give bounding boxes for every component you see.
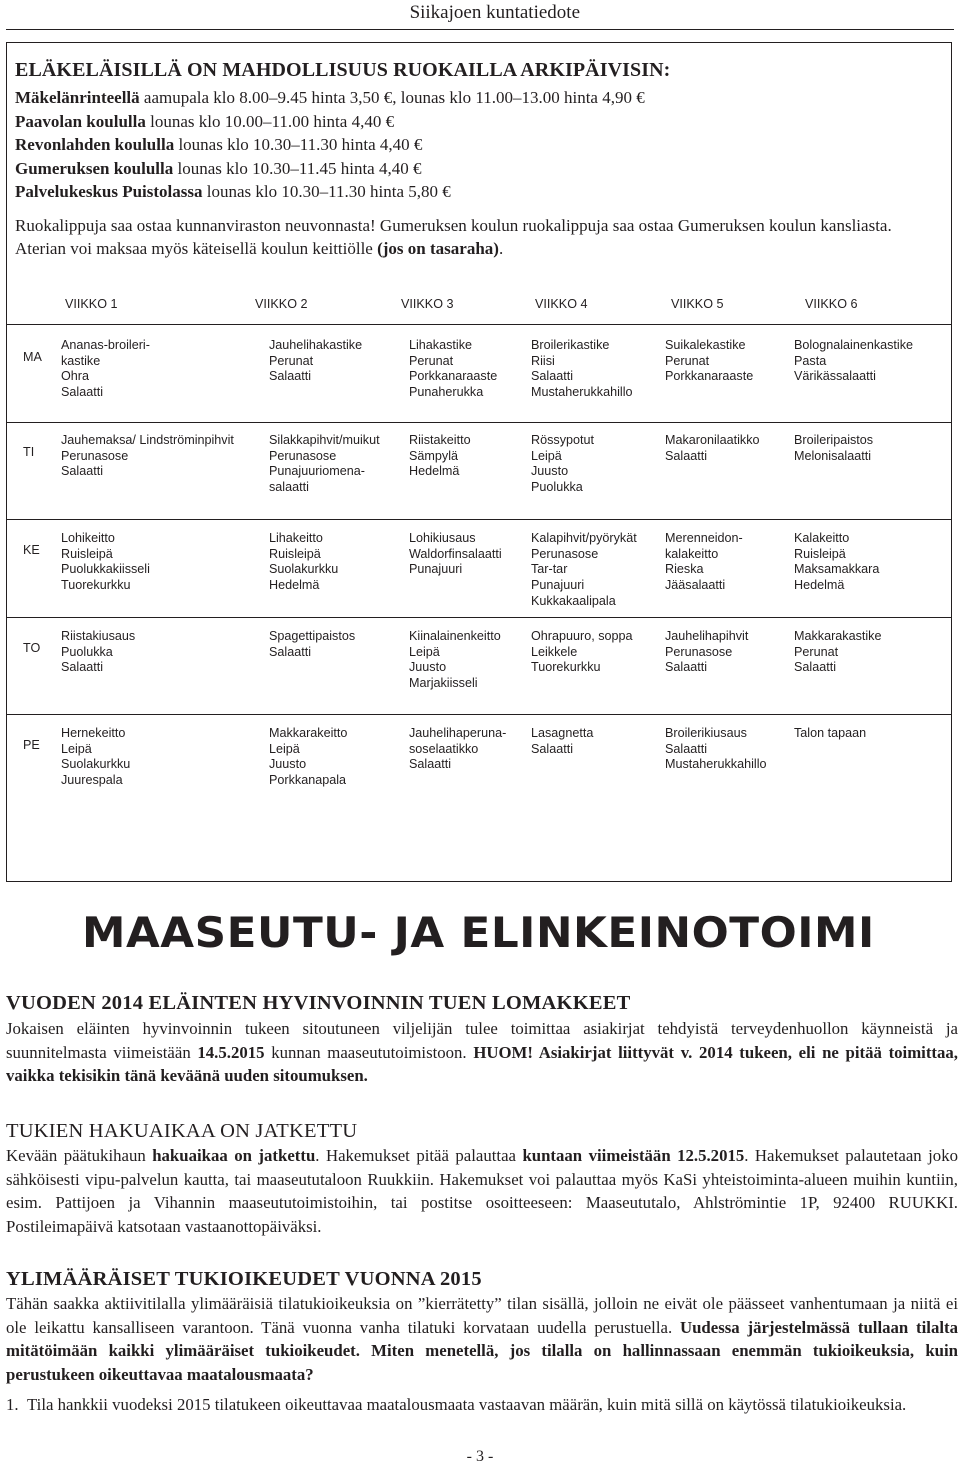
- menu-item: Ruisleipä: [794, 546, 846, 561]
- menu-item: Makkarakastike: [794, 629, 882, 643]
- menu-item: Salaatti: [61, 385, 104, 400]
- menu-item: Salaatti: [531, 369, 574, 384]
- menu-item: Puolukka: [61, 644, 113, 659]
- menu-item: Salaatti: [269, 644, 312, 659]
- menu-item: Salaatti: [61, 660, 104, 675]
- menu-item: Lihakeitto: [269, 531, 323, 545]
- menu-item: Makaronilaatikko: [665, 433, 760, 447]
- menu-item: Hedelmä: [409, 464, 460, 479]
- weekday-label: TI: [23, 445, 35, 459]
- menu-item: Mustaherukkahillo: [665, 757, 767, 772]
- menu-item: Suolakurkku: [61, 757, 131, 772]
- week-header: VIIKKO 6: [805, 297, 858, 311]
- menu-item: kalakeitto: [665, 546, 719, 561]
- weekday-label: KE: [23, 543, 40, 557]
- box-title: ELÄKELÄISILLÄ ON MAHDOLLISUUS RUOKAILLA ARKIPÄIVISIN:: [15, 59, 671, 81]
- menu-cell: [269, 629, 355, 660]
- menu-item: Makkarakeitto: [269, 726, 348, 740]
- menu-item: Porkkanaraaste: [409, 369, 498, 384]
- menu-item: Rieska: [665, 562, 704, 577]
- menu-item: Kiinalainenkeitto: [409, 629, 501, 643]
- menu-item: Ruisleipä: [269, 546, 321, 561]
- menu-item: soselaatikko: [409, 741, 479, 756]
- meal-place: Gumeruksen koululla lounas klo 10.30–11.45 hinta 4,40 €: [15, 158, 422, 178]
- menu-item: Mustaherukkahillo: [531, 385, 633, 400]
- section-heading: TUKIEN HAKUAIKAA ON JATKETTU: [6, 1120, 358, 1142]
- menu-item: Maksamakkara: [794, 562, 880, 577]
- section-paragraph: Tähän saakka aktiivitilalla ylimääräisiä tilatukioikeuksia on ”kierrätetty” tilan sisällä, jolloin ne eivät ole päässeet vanhentumaan ja niitä ei ole leikattu kansalliseen varantoon. Tänä vuonna vanha tilatuki korvataan uudella perustuella. Uudessa järjestelmässä tullaan tilalta mitätöimään kaikki ylimääräiset tukioikeudet. Miten menetellä, jos tilalla on hallinnassaan enemmän tukioikeuksia, kuin perustukeen oikeuttavaa maatalousmaata?: [6, 1294, 959, 1384]
- menu-item: Salaatti: [269, 369, 312, 384]
- running-header: Siikajoen kuntatiedote: [409, 2, 580, 23]
- menu-cell: [531, 433, 594, 496]
- page-number: - 3 -: [466, 1448, 494, 1465]
- menu-item: Talon tapaan: [794, 726, 867, 740]
- week-header: VIIKKO 2: [255, 297, 308, 311]
- menu-cell: [269, 338, 362, 385]
- menu-item: Perunat: [665, 353, 710, 368]
- menu-item: Silakkapihvit/muikut: [269, 433, 380, 447]
- menu-item: Ananas-broileri-: [61, 338, 150, 352]
- menu-divider: [7, 714, 951, 715]
- menu-item: Salaatti: [61, 464, 104, 479]
- menu-item: Juusto: [409, 660, 447, 675]
- menu-item: salaatti: [269, 480, 309, 495]
- menu-item: Lasagnetta: [531, 726, 594, 740]
- menu-item: Marjakiisseli: [409, 676, 478, 691]
- menu-item: Broilerikiusaus: [665, 726, 747, 740]
- menu-item: Perunat: [409, 353, 454, 368]
- menu-cell: [409, 726, 506, 773]
- section-paragraph: Jokaisen eläinten hyvinvoinnin tukeen sitoutuneen viljelijän tulee toimittaa asiakirjat tehdyistä terveydenhuollon käynneistä ja suunnitelmasta viimeistään 14.5.2015 kunnan maaseututoimistoon. HUOM! Asiakirjat liittyvät v. 2014 tukeen, eli ne pitää toimittaa, vaikka tekisikin tänä keväänä uuden sitoumuksen.: [6, 1019, 958, 1086]
- menu-cell: [794, 726, 866, 742]
- menu-cell: [794, 338, 913, 385]
- menu-item: Leikkele: [531, 644, 578, 659]
- menu-cell: [409, 629, 501, 692]
- section-heading: VUODEN 2014 ELÄINTEN HYVINVOINNIN TUEN LOMAKKEET: [6, 992, 631, 1014]
- menu-item: Värikässalaatti: [794, 369, 876, 384]
- menu-item: Perunasose: [531, 546, 599, 561]
- menu-cell: [61, 726, 130, 789]
- menu-item: Perunat: [794, 644, 839, 659]
- week-header: VIIKKO 3: [401, 297, 454, 311]
- menu-item: Jääsalaatti: [665, 578, 726, 593]
- menu-cell: [409, 338, 497, 401]
- menu-item: Leipä: [269, 741, 300, 756]
- menu-divider: [7, 324, 951, 325]
- numbered-list-item: 1. Tila hankkii vuodeksi 2015 tilatukeen oikeuttavaa maatalousmaata vastaavan määrän, kuin mitä sillä on käytössä tilatukioikeuksia.: [6, 1395, 907, 1414]
- menu-cell: [61, 338, 150, 401]
- menu-item: Riistakeitto: [409, 433, 471, 447]
- menu-cell: [665, 338, 753, 385]
- menu-item: Tar-tar: [531, 562, 568, 577]
- menu-item: Ruisleipä: [61, 546, 113, 561]
- meal-place: Mäkelänrinteellä aamupala klo 8.00–9.45 hinta 3,50 €, lounas klo 11.00–13.00 hinta 4,90 €: [15, 88, 645, 107]
- menu-item: Salaatti: [531, 741, 574, 756]
- menu-item: Perunasose: [61, 448, 129, 463]
- menu-item: Bolognalainenkastike: [794, 338, 914, 352]
- menu-cell: [269, 726, 347, 789]
- menu-item: Jauhelihaperuna-: [409, 726, 507, 740]
- menu-divider: [7, 519, 951, 520]
- menu-item: Riisi: [531, 353, 555, 368]
- weekday-label: MA: [23, 350, 42, 364]
- menu-item: Punaherukka: [409, 385, 484, 400]
- menu-item: Hedelmä: [269, 578, 320, 593]
- meal-info-box: [6, 42, 952, 882]
- menu-item: Juusto: [269, 757, 307, 772]
- menu-item: kastike: [61, 353, 101, 368]
- menu-cell: [61, 629, 135, 676]
- menu-item: Leipä: [531, 448, 562, 463]
- menu-item: Leipä: [61, 741, 92, 756]
- menu-item: Salaatti: [409, 757, 452, 772]
- week-header: VIIKKO 1: [65, 297, 118, 311]
- menu-item: Jauhelihakastike: [269, 338, 363, 352]
- menu-item: Salaatti: [665, 741, 708, 756]
- menu-item: Riistakiusaus: [61, 629, 136, 643]
- menu-item: Lohikeitto: [61, 531, 115, 545]
- menu-item: Suikalekastike: [665, 338, 746, 352]
- menu-item: Jauhemaksa/ Lindströminpihvit: [61, 433, 234, 447]
- menu-item: Rössypotut: [531, 433, 594, 447]
- menu-item: Hedelmä: [794, 578, 845, 593]
- menu-item: Punajuuri: [531, 578, 585, 593]
- week-header: VIIKKO 5: [671, 297, 724, 311]
- menu-item: Porkkanapala: [269, 773, 347, 788]
- menu-item: Leipä: [409, 644, 440, 659]
- menu-item: Juurespala: [61, 773, 123, 788]
- menu-cell: [61, 433, 234, 480]
- menu-cell: [269, 433, 380, 496]
- menu-item: Kalapihvit/pyörykät: [531, 531, 637, 545]
- menu-item: Salaatti: [665, 448, 708, 463]
- menu-cell: [531, 531, 637, 610]
- menu-item: Sämpylä: [409, 448, 458, 463]
- meal-ticket-note: Ruokalippuja saa ostaa kunnanviraston neuvonnasta! Gumeruksen koulun ruokalippuja saa ostaa Gumeruksen koulun kansliasta. Aterian voi maksaa myös käteisellä koulun keittiölle (jos on tasaraha).: [15, 216, 892, 258]
- menu-item: Jauhelihapihvit: [665, 629, 749, 643]
- menu-cell: [269, 531, 338, 594]
- menu-cell: [409, 531, 502, 578]
- menu-cell: [61, 531, 150, 594]
- menu-item: Perunasose: [269, 448, 337, 463]
- menu-item: Broilerikastike: [531, 338, 610, 352]
- section-heading: YLIMÄÄRÄISET TUKIOIKEUDET VUONNA 2015: [6, 1268, 482, 1290]
- header-rule: [6, 29, 954, 30]
- menu-item: Puolukka: [531, 480, 583, 495]
- animal-welfare-section: [6, 992, 958, 1088]
- menu-cell: [794, 433, 873, 464]
- extra-entitlements-section: [6, 1268, 958, 1386]
- menu-item: Suolakurkku: [269, 562, 339, 577]
- menu-item: Puolukkakiisseli: [61, 562, 150, 577]
- weekday-label: PE: [23, 738, 40, 752]
- menu-item: Perunat: [269, 353, 314, 368]
- meal-place: Palvelukeskus Puistolassa lounas klo 10.30–11.30 hinta 5,80 €: [15, 182, 451, 202]
- menu-item: Salaatti: [665, 660, 708, 675]
- menu-divider: [7, 617, 951, 618]
- application-period-section: [6, 1120, 958, 1238]
- menu-item: Juusto: [531, 464, 569, 479]
- menu-item: Spagettipaistos: [269, 629, 356, 643]
- meal-place: Paavolan koululla lounas klo 10.00–11.00 hinta 4,40 €: [15, 111, 395, 131]
- menu-item: Merenneidon-: [665, 531, 743, 545]
- weekday-label: TO: [23, 641, 41, 655]
- menu-item: Waldorfinsalaatti: [409, 546, 502, 561]
- menu-item: Punajuuriomena-: [269, 464, 365, 479]
- menu-item: Punajuuri: [409, 562, 463, 577]
- week-header: VIIKKO 4: [535, 297, 588, 311]
- menu-cell: [794, 629, 882, 676]
- menu-cell: [531, 726, 593, 757]
- menu-cell: [665, 726, 767, 773]
- menu-item: Hernekeitto: [61, 726, 126, 740]
- menu-item: Perunasose: [665, 644, 733, 659]
- menu-cell: [531, 338, 633, 401]
- menu-cell: [665, 433, 760, 464]
- menu-cell: [409, 433, 471, 480]
- menu-item: Lihakastike: [409, 338, 473, 352]
- menu-item: Tuorekurkku: [61, 578, 131, 593]
- menu-item: Pasta: [794, 353, 827, 368]
- menu-cell: [794, 531, 879, 594]
- meal-places-list: [15, 86, 645, 204]
- menu-item: Broileripaistos: [794, 433, 874, 447]
- menu-item: Ohra: [61, 369, 89, 384]
- menu-item: Kukkakaalipala: [531, 593, 616, 608]
- menu-cell: [665, 629, 748, 676]
- menu-item: Kalakeitto: [794, 531, 850, 545]
- meal-place: Revonlahden koululla lounas klo 10.30–11.30 hinta 4,40 €: [15, 135, 423, 155]
- section-paragraph: Kevään päätukihaun hakuaikaa on jatkettu. Hakemukset pitää palauttaa kuntaan viimeistään 12.5.2015. Hakemukset palautetaan joko sähköisesti vipu-palvelun kautta, tai maaseututaloon Ruukkiin. Hakemukset voi palauttaa myös KaSi yhteistoiminta-alueen muihin kuntiin, esim. Pattijoen ja Vihannin maaseututoimistoihin, tai postitse osoitteeseen: Maaseututalo, Ahlströmintie 1P, 92400 RUUKKI. Postileimapäivä katsotaan vastaanottopäiväksi.: [6, 1146, 958, 1236]
- menu-item: Salaatti: [794, 660, 837, 675]
- menu-item: Tuorekurkku: [531, 660, 601, 675]
- menu-item: Ohrapuuro, soppa: [531, 629, 633, 643]
- menu-cell: [665, 531, 743, 594]
- menu-item: Lohikiusaus: [409, 531, 476, 545]
- menu-item: Melonisalaatti: [794, 448, 872, 463]
- menu-item: Porkkanaraaste: [665, 369, 754, 384]
- menu-cell: [531, 629, 633, 676]
- menu-divider: [7, 422, 951, 423]
- section-title: MAASEUTU- JA ELINKEINOTOIMI: [82, 908, 875, 957]
